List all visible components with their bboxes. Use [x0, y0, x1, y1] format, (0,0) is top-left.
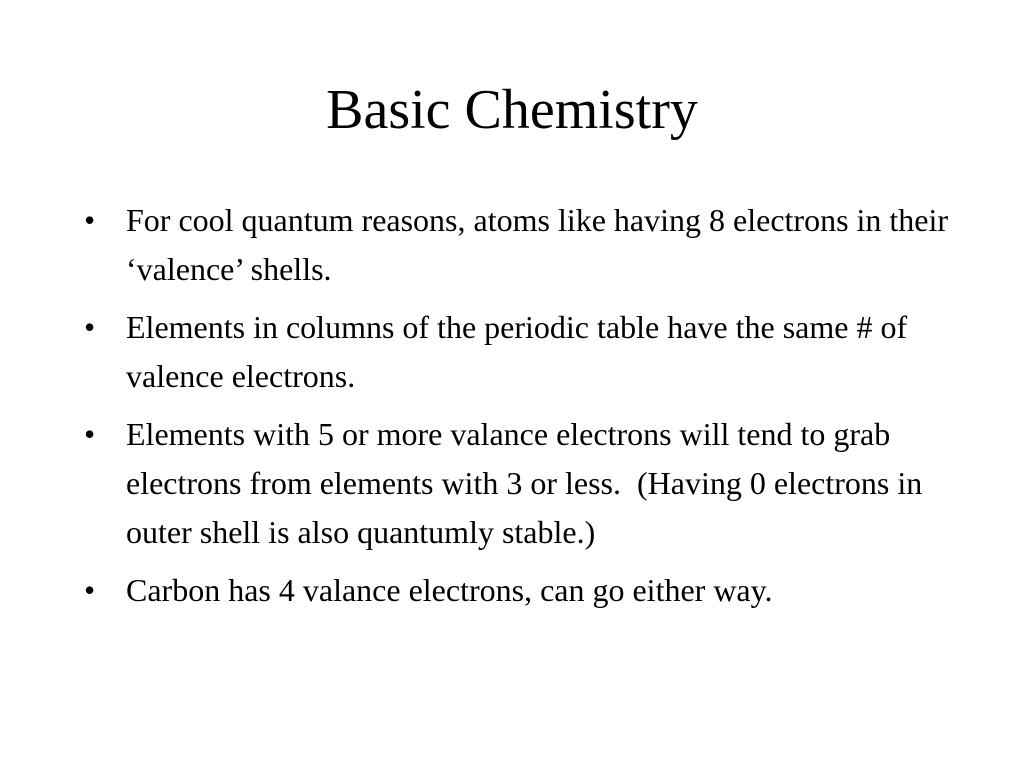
- bullet-item: [84, 303, 954, 401]
- bullet-item: [84, 196, 957, 294]
- bullet-text: For cool quantum reasons, atoms like having 8 electrons in their ‘valence’ shells.: [126, 202, 957, 287]
- bullet-text: Carbon has 4 valance electrons, can go either way.: [126, 572, 773, 608]
- bullet-marker-icon: •: [84, 416, 96, 452]
- bullet-item: [84, 566, 954, 615]
- bullet-text: Elements with 5 or more valance electrons will tend to grab electrons from elements with 3 or less. (Having 0 electrons in outer shell is also quantumly stable.): [126, 416, 931, 550]
- bullet-marker-icon: •: [84, 309, 96, 345]
- bullet-marker-icon: •: [84, 572, 96, 608]
- bullet-marker-icon: •: [84, 202, 96, 238]
- bullet-list: [84, 196, 957, 624]
- slide-title: Basic Chemistry: [326, 79, 698, 141]
- bullet-item: [84, 410, 954, 557]
- bullet-text: Elements in columns of the periodic table have the same # of valence electrons.: [126, 309, 916, 394]
